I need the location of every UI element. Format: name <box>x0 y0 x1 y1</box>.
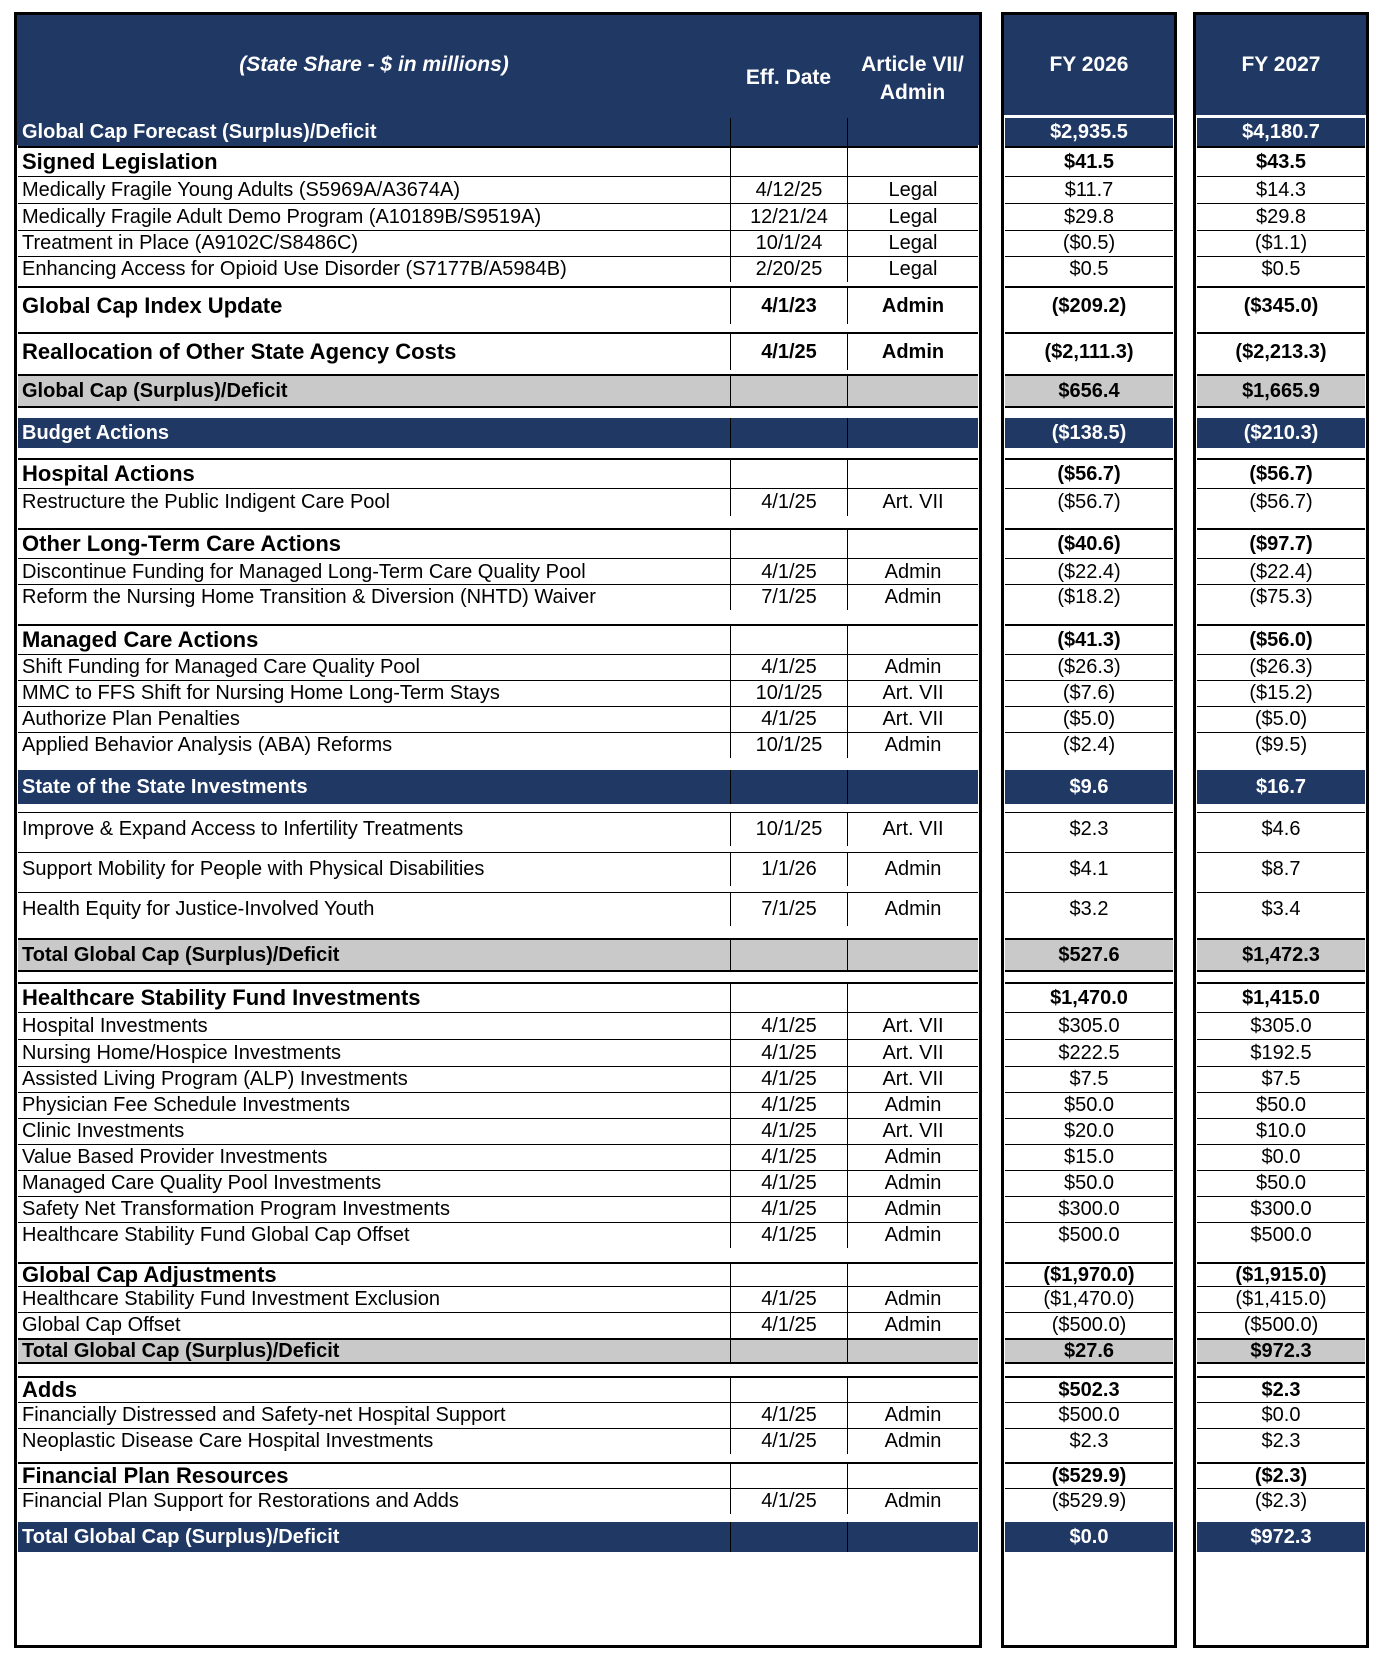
row-eff-date: 4/1/25 <box>730 1012 847 1039</box>
row-fy2026: $500.0 <box>1005 1402 1173 1428</box>
row-fy2026: $50.0 <box>1005 1092 1173 1118</box>
row-article-admin <box>847 982 978 1012</box>
row-eff-date: 4/1/25 <box>730 1118 847 1144</box>
row-fy2027: ($15.2) <box>1197 680 1365 706</box>
row-article-admin: Art. VII <box>847 488 978 516</box>
row-eff-date: 4/1/25 <box>730 1170 847 1196</box>
row-fy2027: $305.0 <box>1197 1012 1365 1039</box>
row-fy2027: $300.0 <box>1197 1196 1365 1222</box>
row-eff-date <box>730 146 847 176</box>
row-label: Clinic Investments <box>18 1118 730 1144</box>
row-label: Shift Funding for Managed Care Quality Pool <box>18 654 730 680</box>
row-fy2026: ($529.9) <box>1005 1462 1173 1488</box>
row-eff-date: 4/1/25 <box>730 1196 847 1222</box>
row-label: Global Cap (Surplus)/Deficit <box>18 374 730 408</box>
row-fy2027: $50.0 <box>1197 1092 1365 1118</box>
row-article-admin: Art. VII <box>847 706 978 732</box>
row-fy2027: ($1,915.0) <box>1197 1262 1365 1286</box>
row-article-admin: Admin <box>847 892 978 926</box>
row-fy2026: $656.4 <box>1005 374 1173 408</box>
row-label: Managed Care Actions <box>18 624 730 654</box>
row-label: Adds <box>18 1376 730 1402</box>
row-label: Authorize Plan Penalties <box>18 706 730 732</box>
row-fy2026: $27.6 <box>1005 1338 1173 1364</box>
row-article-admin: Admin <box>847 584 978 610</box>
row-label: Healthcare Stability Fund Global Cap Offset <box>18 1222 730 1248</box>
row-label: Value Based Provider Investments <box>18 1144 730 1170</box>
row-fy2027: $0.5 <box>1197 256 1365 282</box>
row-article-admin <box>847 1376 978 1402</box>
row-fy2027: ($22.4) <box>1197 558 1365 586</box>
row-label: State of the State Investments <box>18 770 730 804</box>
row-article-admin: Admin <box>847 1222 978 1248</box>
row-fy2026: $500.0 <box>1005 1222 1173 1248</box>
row-article-admin: Art. VII <box>847 1012 978 1039</box>
row-label: Other Long-Term Care Actions <box>18 528 730 558</box>
row-fy2026: ($7.6) <box>1005 680 1173 706</box>
row-fy2026: $15.0 <box>1005 1144 1173 1170</box>
row-eff-date <box>730 1376 847 1402</box>
row-label: Discontinue Funding for Managed Long-Term Care Quality Pool <box>18 558 730 586</box>
row-fy2026: ($0.5) <box>1005 230 1173 256</box>
row-article-admin: Art. VII <box>847 1066 978 1092</box>
row-article-admin: Admin <box>847 1312 978 1338</box>
row-eff-date: 4/1/25 <box>730 654 847 680</box>
row-article-admin <box>847 146 978 176</box>
row-fy2026: ($56.7) <box>1005 458 1173 488</box>
row-label: Restructure the Public Indigent Care Pool <box>18 488 730 516</box>
row-article-admin: Admin <box>847 332 978 370</box>
row-label: Hospital Actions <box>18 458 730 488</box>
row-fy2026: ($26.3) <box>1005 654 1173 680</box>
row-article-admin: Admin <box>847 1428 978 1454</box>
row-label: Global Cap Adjustments <box>18 1262 730 1286</box>
row-eff-date: 4/1/25 <box>730 1066 847 1092</box>
row-eff-date: 4/1/23 <box>730 286 847 324</box>
row-article-admin: Admin <box>847 1402 978 1428</box>
row-fy2027: ($56.7) <box>1197 458 1365 488</box>
row-article-admin: Legal <box>847 203 978 230</box>
row-article-admin <box>847 1338 978 1364</box>
row-label: Health Equity for Justice-Involved Youth <box>18 892 730 926</box>
row-fy2026: $50.0 <box>1005 1170 1173 1196</box>
row-label: Improve & Expand Access to Infertility Treatments <box>18 812 730 846</box>
row-label: Signed Legislation <box>18 146 730 176</box>
row-label: Reform the Nursing Home Transition & Diversion (NHTD) Waiver <box>18 584 730 610</box>
row-article-admin <box>847 1522 978 1552</box>
row-fy2026: ($56.7) <box>1005 488 1173 516</box>
row-label: Global Cap Index Update <box>18 286 730 324</box>
row-label: Healthcare Stability Fund Investments <box>18 982 730 1012</box>
row-fy2027: ($210.3) <box>1197 418 1365 448</box>
eff-date-header: Eff. Date <box>745 66 832 89</box>
row-fy2026: $4.1 <box>1005 852 1173 886</box>
row-eff-date: 4/1/25 <box>730 1312 847 1338</box>
row-fy2027: $10.0 <box>1197 1118 1365 1144</box>
row-fy2026: $0.5 <box>1005 256 1173 282</box>
row-eff-date: 4/1/25 <box>730 1039 847 1066</box>
row-fy2026: ($500.0) <box>1005 1312 1173 1338</box>
row-fy2026: ($5.0) <box>1005 706 1173 732</box>
row-fy2027: $192.5 <box>1197 1039 1365 1066</box>
row-eff-date: 4/12/25 <box>730 176 847 203</box>
row-eff-date: 4/1/25 <box>730 1402 847 1428</box>
row-label: Hospital Investments <box>18 1012 730 1039</box>
row-label: Support Mobility for People with Physical Disabilities <box>18 852 730 886</box>
row-article-admin <box>847 458 978 488</box>
row-label: Reallocation of Other State Agency Costs <box>18 332 730 370</box>
row-fy2026: $222.5 <box>1005 1039 1173 1066</box>
row-eff-date <box>730 938 847 972</box>
row-fy2026: ($41.3) <box>1005 624 1173 654</box>
row-fy2027: $2.3 <box>1197 1376 1365 1402</box>
row-fy2026: ($2,111.3) <box>1005 332 1173 370</box>
row-fy2027: ($345.0) <box>1197 286 1365 324</box>
row-label: Managed Care Quality Pool Investments <box>18 1170 730 1196</box>
row-fy2027: ($56.0) <box>1197 624 1365 654</box>
row-fy2026: ($40.6) <box>1005 528 1173 558</box>
row-eff-date: 4/1/25 <box>730 488 847 516</box>
row-label: Neoplastic Disease Care Hospital Investments <box>18 1428 730 1454</box>
row-article-admin: Admin <box>847 732 978 758</box>
row-article-admin: Admin <box>847 558 978 586</box>
row-fy2027: ($56.7) <box>1197 488 1365 516</box>
row-fy2027: ($5.0) <box>1197 706 1365 732</box>
row-article-admin: Admin <box>847 1488 978 1514</box>
row-eff-date: 7/1/25 <box>730 892 847 926</box>
row-article-admin: Admin <box>847 1092 978 1118</box>
row-fy2026: $1,470.0 <box>1005 982 1173 1012</box>
row-fy2027: ($9.5) <box>1197 732 1365 758</box>
row-article-admin: Art. VII <box>847 812 978 846</box>
row-label: Assisted Living Program (ALP) Investments <box>18 1066 730 1092</box>
row-label: Medically Fragile Young Adults (S5969A/A3674A) <box>18 176 730 203</box>
row-fy2027: $1,472.3 <box>1197 938 1365 972</box>
row-fy2027: ($1.1) <box>1197 230 1365 256</box>
row-eff-date <box>730 118 847 146</box>
row-label: Total Global Cap (Surplus)/Deficit <box>18 938 730 972</box>
row-fy2027: $50.0 <box>1197 1170 1365 1196</box>
row-fy2026: $527.6 <box>1005 938 1173 972</box>
row-article-admin <box>847 1462 978 1488</box>
row-fy2027: $500.0 <box>1197 1222 1365 1248</box>
row-eff-date: 4/1/25 <box>730 332 847 370</box>
row-fy2027: ($2.3) <box>1197 1462 1365 1488</box>
row-fy2026: $11.7 <box>1005 176 1173 203</box>
row-article-admin: Admin <box>847 286 978 324</box>
row-label: Financial Plan Resources <box>18 1462 730 1488</box>
row-fy2026: ($2.4) <box>1005 732 1173 758</box>
row-label: Healthcare Stability Fund Investment Exclusion <box>18 1286 730 1312</box>
row-article-admin <box>847 938 978 972</box>
row-label: Financially Distressed and Safety-net Hospital Support <box>18 1402 730 1428</box>
row-article-admin: Admin <box>847 852 978 886</box>
row-fy2027: $1,415.0 <box>1197 982 1365 1012</box>
row-label: Global Cap Forecast (Surplus)/Deficit <box>18 118 730 146</box>
row-fy2027: $3.4 <box>1197 892 1365 926</box>
row-fy2026: $7.5 <box>1005 1066 1173 1092</box>
row-fy2027: ($1,415.0) <box>1197 1286 1365 1312</box>
row-article-admin: Admin <box>847 1170 978 1196</box>
row-eff-date <box>730 528 847 558</box>
row-fy2026: ($18.2) <box>1005 584 1173 610</box>
row-fy2027: $0.0 <box>1197 1402 1365 1428</box>
row-label: Total Global Cap (Surplus)/Deficit <box>18 1338 730 1364</box>
article-header-line2: Admin <box>879 81 946 104</box>
row-label: Budget Actions <box>18 418 730 448</box>
row-article-admin <box>847 624 978 654</box>
row-label: Enhancing Access for Opioid Use Disorder (S7177B/A5984B) <box>18 256 730 282</box>
fy2026-header: FY 2026 <box>1049 53 1129 76</box>
row-eff-date: 10/1/25 <box>730 732 847 758</box>
row-fy2027: ($2,213.3) <box>1197 332 1365 370</box>
row-fy2026: $0.0 <box>1005 1522 1173 1552</box>
row-fy2027: $29.8 <box>1197 203 1365 230</box>
row-article-admin: Legal <box>847 256 978 282</box>
row-eff-date: 10/1/24 <box>730 230 847 256</box>
table-subtitle: (State Share - $ in millions) <box>239 53 509 76</box>
row-label: Physician Fee Schedule Investments <box>18 1092 730 1118</box>
row-fy2026: $20.0 <box>1005 1118 1173 1144</box>
row-fy2026: ($1,970.0) <box>1005 1262 1173 1286</box>
row-eff-date <box>730 418 847 448</box>
article-header-line1: Article VII/ <box>861 53 964 76</box>
row-eff-date: 2/20/25 <box>730 256 847 282</box>
row-fy2026: ($22.4) <box>1005 558 1173 586</box>
row-eff-date: 1/1/26 <box>730 852 847 886</box>
row-eff-date <box>730 1522 847 1552</box>
row-eff-date: 4/1/25 <box>730 1488 847 1514</box>
row-fy2026: $300.0 <box>1005 1196 1173 1222</box>
row-label: Safety Net Transformation Program Investments <box>18 1196 730 1222</box>
row-article-admin <box>847 1262 978 1286</box>
row-label: Total Global Cap (Surplus)/Deficit <box>18 1522 730 1552</box>
row-fy2026: ($529.9) <box>1005 1488 1173 1514</box>
row-fy2026: $9.6 <box>1005 770 1173 804</box>
row-fy2026: ($1,470.0) <box>1005 1286 1173 1312</box>
row-fy2026: $2.3 <box>1005 1428 1173 1454</box>
row-label: Financial Plan Support for Restorations and Adds <box>18 1488 730 1514</box>
row-fy2026: ($138.5) <box>1005 418 1173 448</box>
row-fy2027: $1,665.9 <box>1197 374 1365 408</box>
row-fy2027: ($75.3) <box>1197 584 1365 610</box>
row-fy2027: $16.7 <box>1197 770 1365 804</box>
row-eff-date: 4/1/25 <box>730 1092 847 1118</box>
row-label: Global Cap Offset <box>18 1312 730 1338</box>
row-article-admin: Art. VII <box>847 1039 978 1066</box>
row-eff-date <box>730 1338 847 1364</box>
row-eff-date: 7/1/25 <box>730 584 847 610</box>
row-article-admin: Legal <box>847 176 978 203</box>
row-article-admin <box>847 374 978 408</box>
row-label: Treatment in Place (A9102C/S8486C) <box>18 230 730 256</box>
row-fy2027: ($97.7) <box>1197 528 1365 558</box>
row-fy2026: $305.0 <box>1005 1012 1173 1039</box>
row-eff-date: 4/1/25 <box>730 558 847 586</box>
row-fy2026: $2,935.5 <box>1005 118 1173 146</box>
row-fy2027: $7.5 <box>1197 1066 1365 1092</box>
article-header <box>847 48 978 110</box>
row-fy2026: $2.3 <box>1005 812 1173 846</box>
row-eff-date <box>730 458 847 488</box>
row-fy2027: ($2.3) <box>1197 1488 1365 1514</box>
row-eff-date: 4/1/25 <box>730 1428 847 1454</box>
row-eff-date <box>730 770 847 804</box>
row-eff-date <box>730 1262 847 1286</box>
row-eff-date: 4/1/25 <box>730 1286 847 1312</box>
row-article-admin: Legal <box>847 230 978 256</box>
row-eff-date: 10/1/25 <box>730 680 847 706</box>
row-article-admin: Admin <box>847 1196 978 1222</box>
row-article-admin <box>847 418 978 448</box>
row-fy2027: $4.6 <box>1197 812 1365 846</box>
row-fy2026: $29.8 <box>1005 203 1173 230</box>
row-eff-date: 4/1/25 <box>730 706 847 732</box>
row-article-admin: Admin <box>847 1286 978 1312</box>
row-article-admin <box>847 118 978 146</box>
row-label: Nursing Home/Hospice Investments <box>18 1039 730 1066</box>
row-fy2027: $43.5 <box>1197 146 1365 176</box>
row-fy2027: $14.3 <box>1197 176 1365 203</box>
row-article-admin <box>847 528 978 558</box>
row-eff-date: 4/1/25 <box>730 1144 847 1170</box>
row-eff-date: 12/21/24 <box>730 203 847 230</box>
row-fy2026: ($209.2) <box>1005 286 1173 324</box>
row-fy2027: ($26.3) <box>1197 654 1365 680</box>
row-article-admin: Admin <box>847 1144 978 1170</box>
row-fy2027: $2.3 <box>1197 1428 1365 1454</box>
row-label: MMC to FFS Shift for Nursing Home Long-Term Stays <box>18 680 730 706</box>
row-article-admin <box>847 770 978 804</box>
row-fy2027: $0.0 <box>1197 1144 1365 1170</box>
row-fy2026: $502.3 <box>1005 1376 1173 1402</box>
row-eff-date: 10/1/25 <box>730 812 847 846</box>
row-eff-date <box>730 982 847 1012</box>
row-eff-date <box>730 624 847 654</box>
row-eff-date <box>730 374 847 408</box>
row-eff-date: 4/1/25 <box>730 1222 847 1248</box>
row-fy2026: $41.5 <box>1005 146 1173 176</box>
row-label: Applied Behavior Analysis (ABA) Reforms <box>18 732 730 758</box>
row-label: Medically Fragile Adult Demo Program (A10189B/S9519A) <box>18 203 730 230</box>
row-fy2027: ($500.0) <box>1197 1312 1365 1338</box>
row-fy2027: $4,180.7 <box>1197 118 1365 146</box>
row-article-admin: Art. VII <box>847 1118 978 1144</box>
row-eff-date <box>730 1462 847 1488</box>
row-fy2027: $972.3 <box>1197 1338 1365 1364</box>
row-article-admin: Admin <box>847 654 978 680</box>
row-fy2027: $8.7 <box>1197 852 1365 886</box>
row-article-admin: Art. VII <box>847 680 978 706</box>
row-fy2027: $972.3 <box>1197 1522 1365 1552</box>
fy2027-header: FY 2027 <box>1241 53 1321 76</box>
row-fy2026: $3.2 <box>1005 892 1173 926</box>
